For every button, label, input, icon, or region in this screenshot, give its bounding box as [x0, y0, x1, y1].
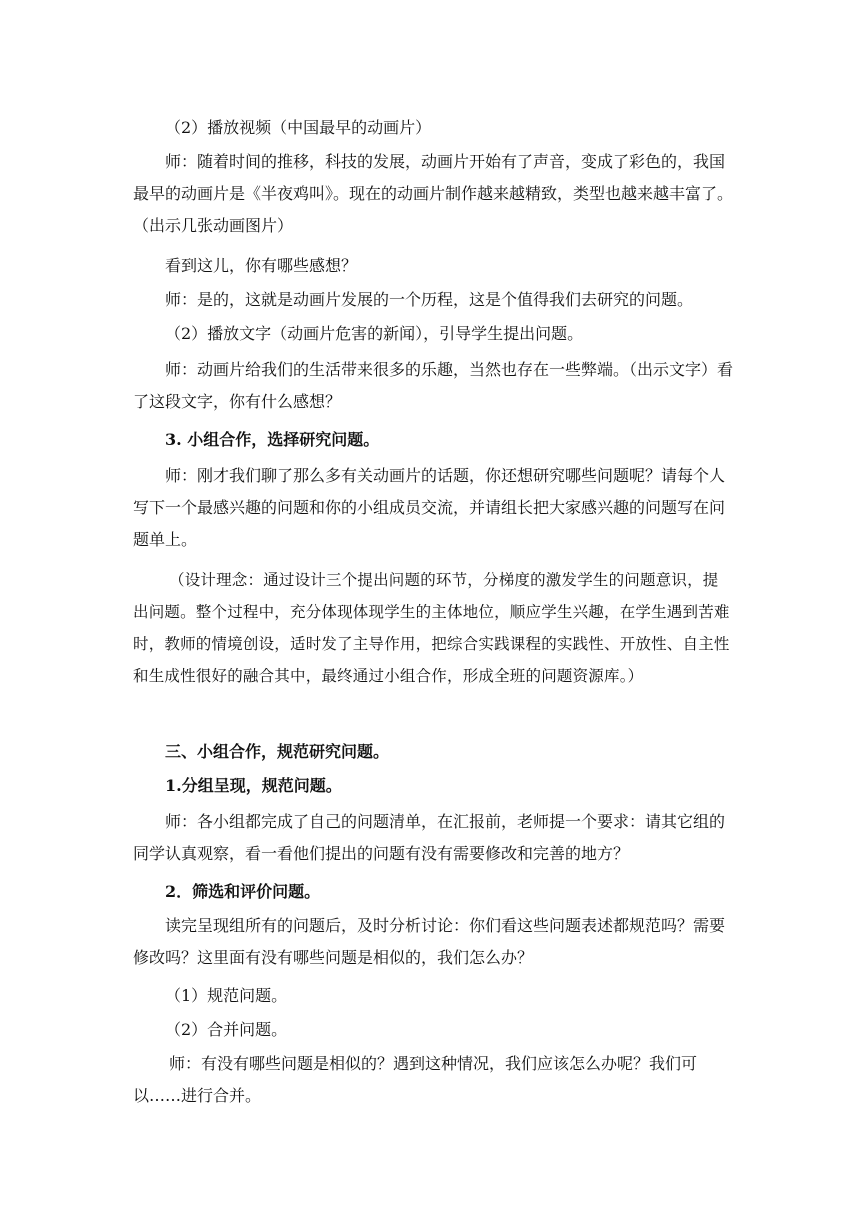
heading-present-groups: 1.分组呈现，规范问题。: [165, 776, 342, 795]
paragraph-teacher-write-questions: 师：刚才我们聊了那么多有关动画片的话题，你还想研究哪些问题呢？请每个人写下一个最感兴趣的问题和你的小组成员交流，并请组长把大家感兴趣的问题写在问题单上。: [133, 466, 726, 549]
paragraph-teacher-process: 师：是的，这就是动画片发展的一个历程，这是个值得我们去研究的问题。: [165, 290, 694, 309]
heading-group-select: 3. 小组合作，选择研究问题。: [165, 430, 380, 449]
paragraph-play-text: （2）播放文字（动画片危害的新闻），引导学生提出问题。: [165, 324, 584, 343]
heading-filter-evaluate: 2．筛选和评价问题。: [165, 882, 321, 901]
paragraph-feelings-question: 看到这儿，你有哪些感想？: [165, 256, 358, 275]
paragraph-teacher-history: 师：随着时间的推移，科技的发展，动画片开始有了声音，变成了彩色的，我国最早的动画片是《半夜鸡叫》。现在的动画片制作越来越精致，类型也越来越丰富了。（出示几张动画图片）: [133, 152, 734, 235]
paragraph-design-concept: （设计理念：通过设计三个提出问题的环节，分梯度的激发学生的问题意识，提出问题。整个过程中，充分体现体现学生的主体地位，顺应学生兴趣，在学生遇到苦难时，教师的情境创设，适时发了主导作用，把综合实践课程的实践性、开放性、自主性和生成性很好的融合其中，最终通过小组合作，形成全班的问题资源库。）: [133, 571, 730, 685]
paragraph-standardize: （1）规范问题。: [165, 986, 288, 1005]
paragraph-teacher-drawbacks: 师：动画片给我们的生活带来很多的乐趣，当然也存在一些弊端。（出示文字）看了这段文字，你有什么感想？: [133, 360, 734, 411]
heading-section-three: 三、小组合作，规范研究问题。: [165, 742, 390, 761]
paragraph-merge: （2）合并问题。: [165, 1020, 288, 1039]
paragraph-play-video: （2）播放视频（中国最早的动画片）: [165, 118, 432, 137]
paragraph-discussion: 读完呈现组所有的问题后，及时分析讨论：你们看这些问题表述都规范吗？需要修改吗？这里面有没有哪些问题是相似的，我们怎么办？: [133, 916, 726, 967]
paragraph-teacher-requirement: 师：各小组都完成了自己的问题清单，在汇报前，老师提一个要求：请其它组的同学认真观察，看一看他们提出的问题有没有需要修改和完善的地方？: [133, 812, 726, 863]
paragraph-teacher-merge: 师：有没有哪些问题是相似的？遇到这种情况，我们应该怎么办呢？我们可以……进行合并。: [133, 1054, 698, 1105]
